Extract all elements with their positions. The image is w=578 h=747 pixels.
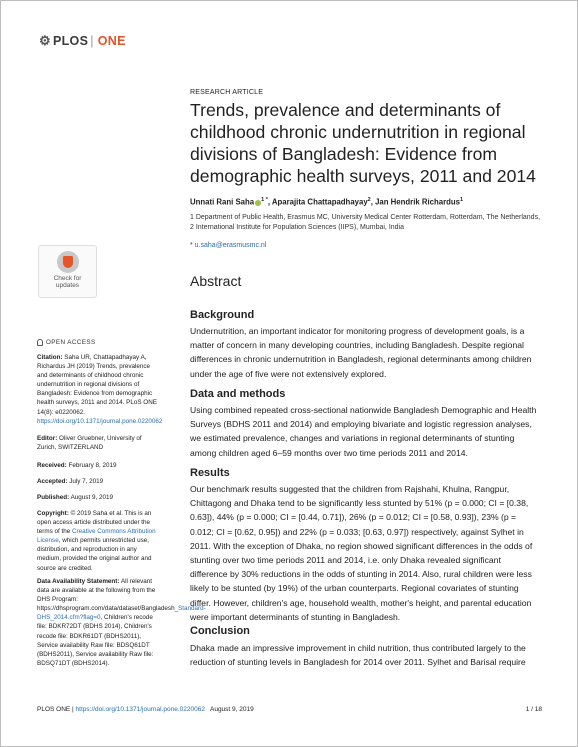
copyright-text: © 2019 Saha et al. This is an open access article distributed under the terms of the [37, 510, 152, 536]
author-list [190, 197, 463, 207]
data-availability-label: Data Availability Statement: [37, 578, 120, 585]
author-2[interactable]: , Aparajita Chattapadhayay [267, 197, 368, 207]
copyright-block [37, 509, 162, 573]
copyright-label: Copyright: [37, 510, 69, 517]
citation-doi-link[interactable]: https://doi.org/10.1371/journal.pone.0220062 [37, 417, 163, 425]
corresponding-author [190, 242, 266, 249]
check-updates-label-2: updates [55, 282, 80, 289]
plos-gear-icon: ⚙ [39, 33, 51, 48]
methods-heading: Data and methods [190, 388, 286, 400]
check-for-updates-button[interactable] [38, 245, 97, 298]
citation-block [37, 353, 162, 426]
footer-doi-link[interactable]: https://doi.org/10.1371/journal.pone.0220062 [75, 706, 205, 713]
open-lock-icon [37, 339, 43, 346]
author-3-affil: 1 [460, 197, 464, 203]
results-heading: Results [190, 467, 230, 479]
corresponding-mark: * [190, 242, 195, 249]
received-label: Received: [37, 462, 67, 469]
background-heading: Background [190, 309, 255, 321]
author-1-affil: 1 * [261, 197, 268, 203]
conclusion-text: Dhaka made an impressive improvement in child nutrition, thus contributed largely to the reduction of stunting levels in Bangladesh for 2014 over 2011. Sylhet and Barisal require [190, 643, 526, 668]
copyright-text-2: , which permits unrestricted use, distribution, and reproduction in any medium, provided the original author and source are credited. [37, 537, 152, 572]
logo-separator: | [90, 34, 94, 48]
check-updates-icon [57, 251, 79, 273]
citation-label: Citation: [37, 354, 63, 361]
cc-license-link[interactable]: Creative Commons Attribution License [37, 528, 156, 545]
received-date: February 8, 2019 [66, 462, 117, 469]
page-footer [37, 706, 542, 713]
logo-one: ONE [97, 34, 126, 48]
editor-block [37, 434, 162, 452]
conclusion-heading: Conclusion [190, 625, 250, 637]
check-updates-label-1: Check for [53, 275, 82, 282]
abstract-heading: Abstract [190, 273, 242, 289]
open-access-badge [37, 339, 96, 346]
background-text: Undernutrition, an important indicator for monitoring progress of development goals, is a matter of concern in many developing countries, including Bangladesh. Despite regional differences in chronic undernutrition in Bangladesh, regional determinants among children under the age of five were not extensively explored. [190, 326, 532, 379]
published-label: Published: [37, 494, 70, 501]
footer-date: August 9, 2019 [204, 706, 254, 713]
data-availability-block [37, 577, 206, 668]
footer-page-number: 1 / 18 [525, 706, 542, 713]
logo-plos: PLOS [52, 34, 89, 48]
plos-one-logo[interactable] [39, 33, 126, 49]
accepted-block [37, 477, 162, 486]
received-block [37, 461, 162, 470]
corresponding-email-link[interactable]: u.saha@erasmusmc.nl [194, 242, 267, 249]
dhs-dataset-link[interactable]: Standard-DHS_2014.cfm?flag=0 [37, 605, 206, 622]
published-block [37, 493, 162, 502]
citation-text: Saha UR, Chattapadhayay A, Richardus JH (2019) Trends, prevalence and determinants of childhood chronic undernutrition in regional divisions of Bangladesh: Evidence from demographic health surveys, 2011 and 2014. PLoS ONE 14(8): e0220062. [37, 354, 157, 416]
affiliations: 1 Department of Public Health, Erasmus MC, University Medical Center Rotterdam, Rotterdam, The Netherlands, 2 International Institute for Population Sciences (IIPS), Mumbai, India [190, 214, 541, 231]
data-availability-text-2: , Children's recode file: BDKR72DT (BDHS 2014), Children's recode file: BDKR61DT (BDHS2011), Service availability Raw file: BDSQ61DT (BDHS2011), Service availability Raw file: BDSQ71DT (BDHS2014). [37, 614, 154, 667]
open-access-label: OPEN ACCESS [46, 339, 96, 346]
methods-text: Using combined repeated cross-sectional nationwide Bangladesh Demographic and Health Surveys (BDHS 2011 and 2014) and employing bivariate and logistic regression analyses, we estimated prevalence, changes and variations in regional determinants of stunting among children aged 6–59 months over two time periods 2011 and 2014. [190, 405, 537, 458]
results-text: Our benchmark results suggested that the children from Rajshahi, Khulna, Rangpur, Chittagong and Dhaka tend to be significantly less stunted by 51% (p = 0.000; CI = [0.38, 0.63]), 44% (p = 0.000; CI = [0.44, 0.71]), 26% (p = 0.012; CI = [0.58, 0.93]), 23% (p = 0.012; CI = [0.62, 0.95]) and 22% (p = 0.033; [0.63, 0.97]) respectively, against Sylhet in 2011. With the exception of Dhaka, no region showed significant differences in the odds of stunting over two time periods 2011 and 2014, i.e. only Dhaka revealed significant difference by 30% reductions in the odds of stunting in 2014. Also, rural children were less likely to be stunted (by 19%) of the urban counterparts. Regional covariates of stunting differ. However, children's age, household wealth, mother's height, and parental education were important determinants of stunting in Bangladesh. [190, 484, 533, 622]
article-title: Trends, prevalence and determinants of childhood chronic undernutrition in regional divisions of Bangladesh: Evidence from demographic health surveys, 2011 and 2014 [190, 100, 536, 186]
author-1[interactable]: Unnati Rani Saha [190, 197, 255, 207]
footer-journal: PLOS ONE | [37, 706, 76, 713]
accepted-label: Accepted: [37, 478, 68, 485]
editor-text: Oliver Gruebner, University of Zurich, SWITZERLAND [37, 435, 142, 452]
author-3[interactable]: , Jan Hendrik Richardus [370, 197, 460, 207]
accepted-date: July 7, 2019 [67, 478, 104, 485]
author-2-affil: 2 [367, 197, 371, 203]
editor-label: Editor: [37, 435, 58, 442]
data-availability-text: All relevant data are available at the following from the DHS Program: https://dhsprogram.com/data/dataset/Bangladesh_ [37, 578, 179, 613]
published-date: August 9, 2019 [69, 494, 113, 501]
article-type: RESEARCH ARTICLE [190, 89, 264, 96]
